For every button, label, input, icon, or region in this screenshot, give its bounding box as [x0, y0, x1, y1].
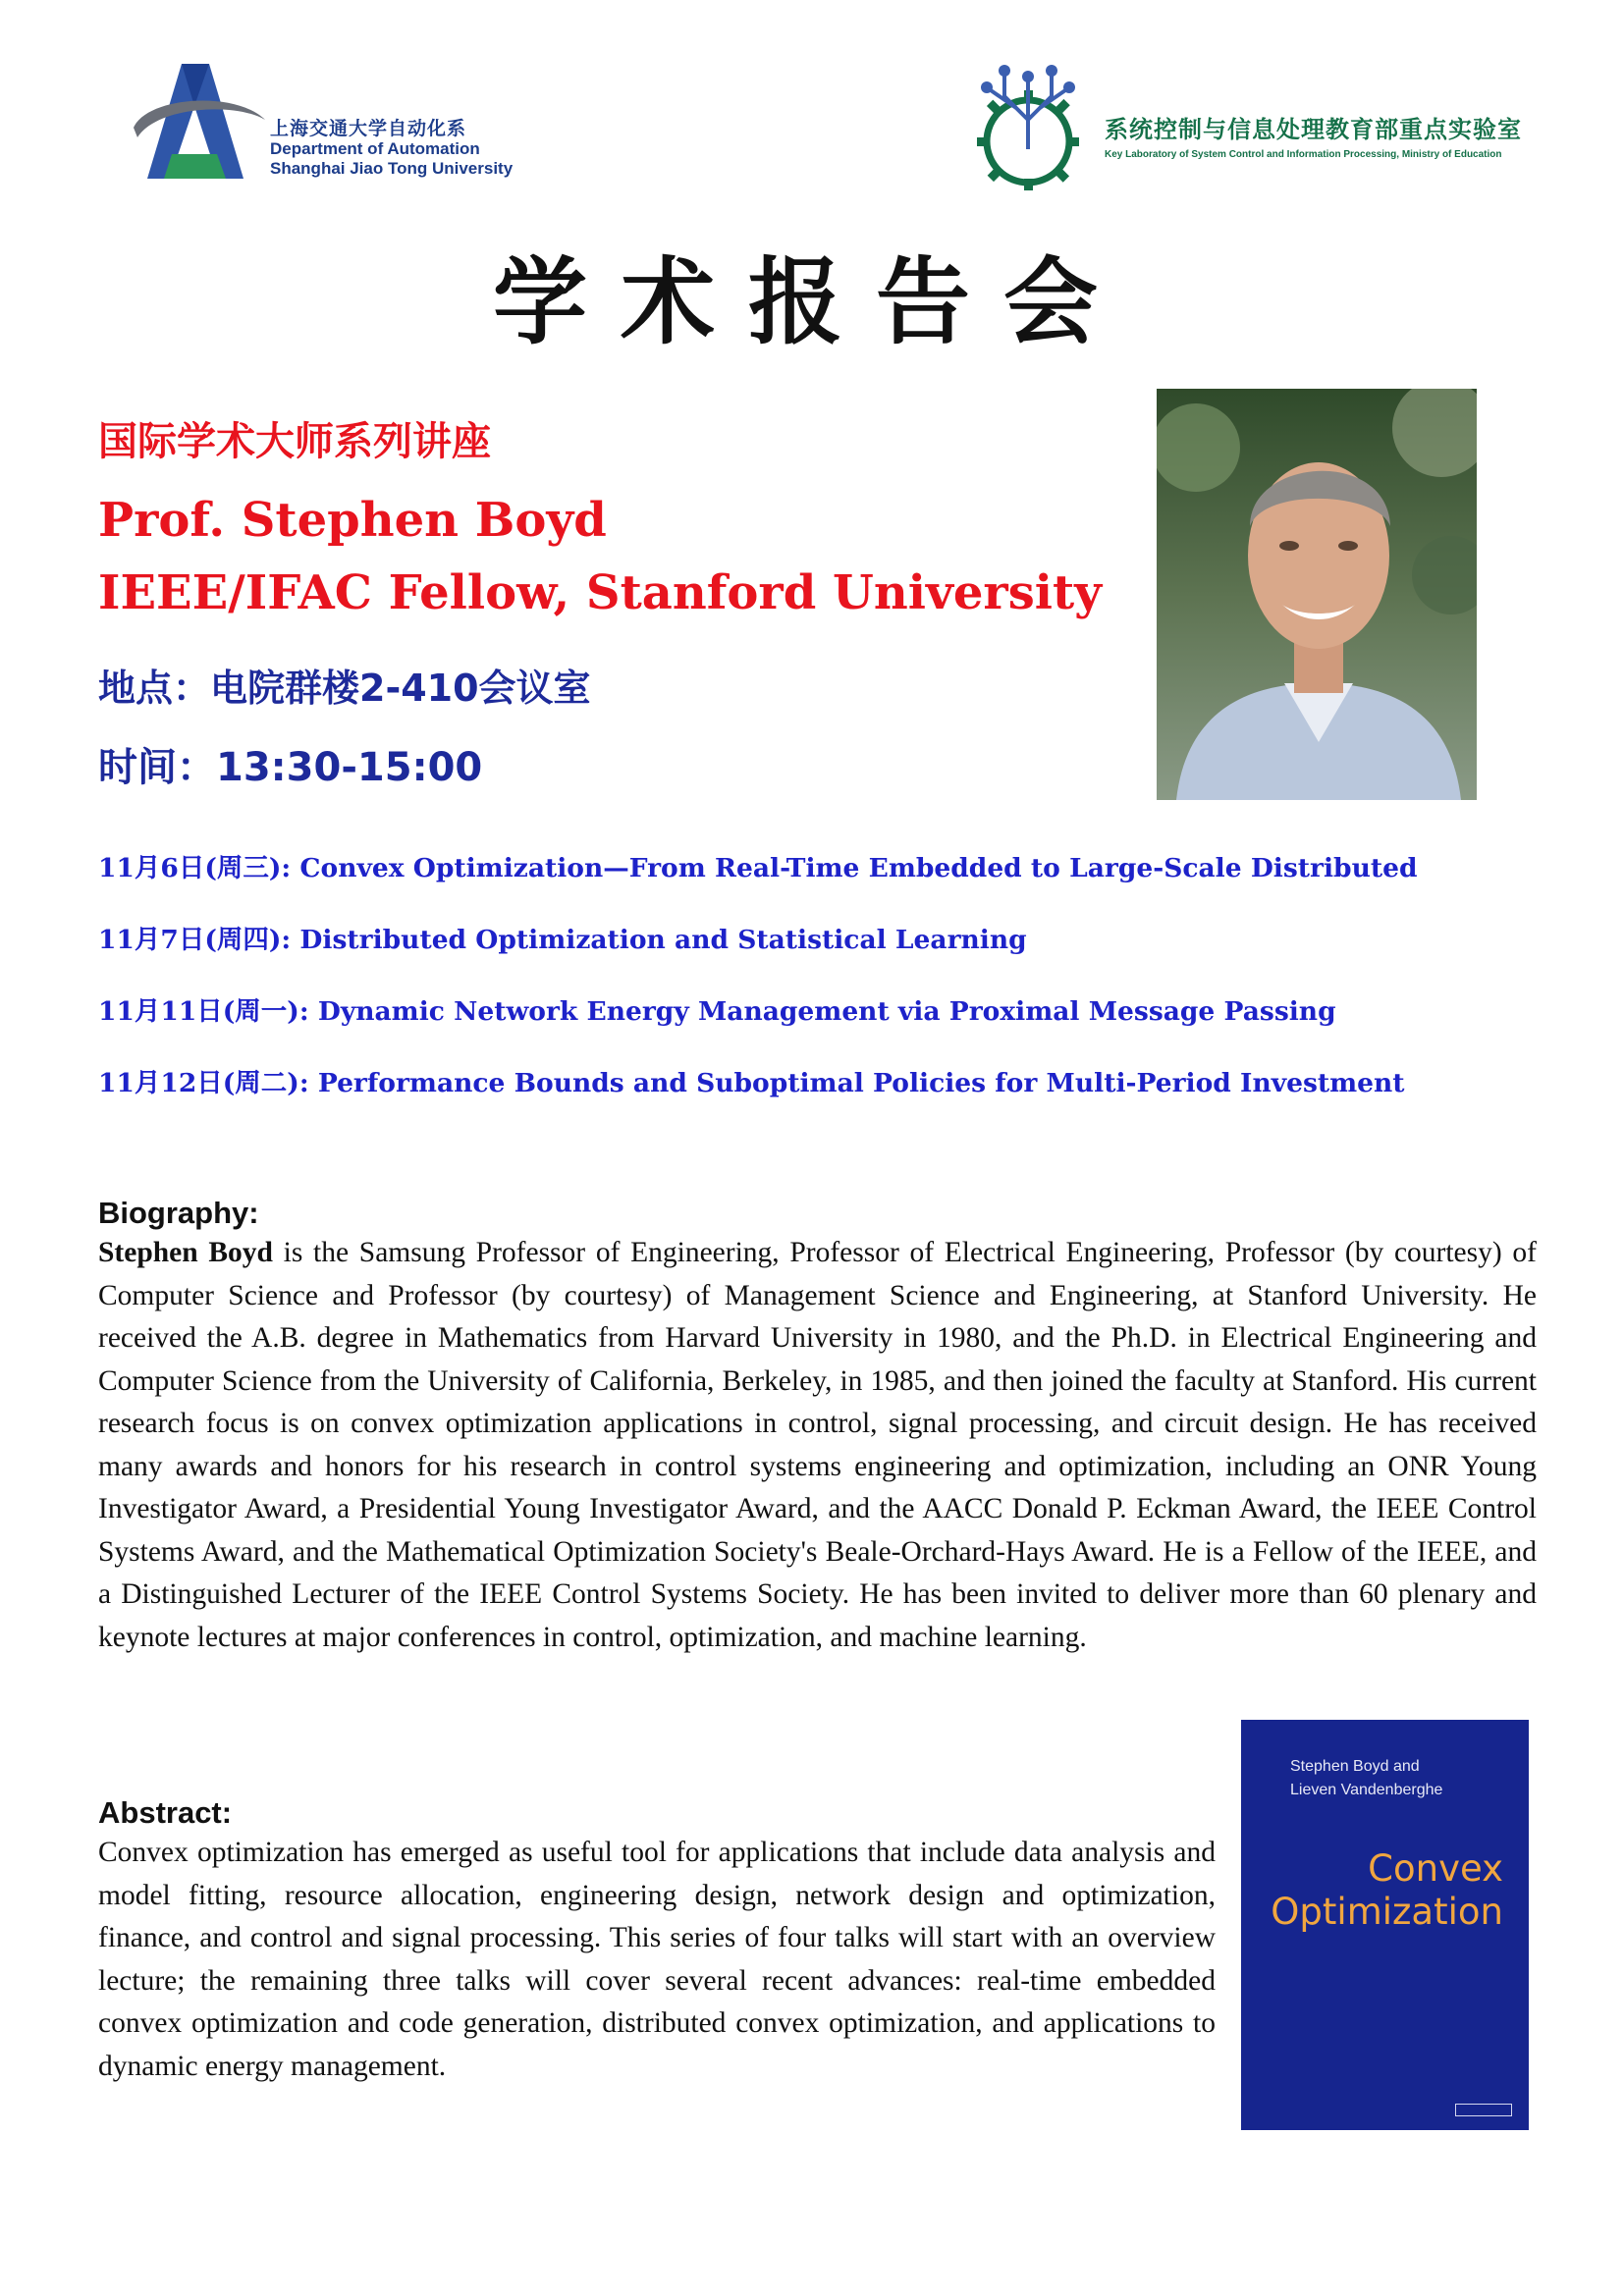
- event-location: 地点：电院群楼2-410会议室: [98, 667, 591, 710]
- speaker-affiliation: IEEE/IFAC Fellow, Stanford University: [98, 565, 1103, 620]
- biography-text: [98, 1232, 1537, 1659]
- book-author-line: Lieven Vandenberghe: [1290, 1782, 1443, 1798]
- talk-date: 11月6日(周三):: [98, 853, 292, 883]
- biography-body: is the Samsung Professor of Engineering, Professor of Electrical Engineering, Professor (by courtesy) of Computer Science and Professor (by courtesy) of Management Science and Engineering, at Stanford University. He received the A.B. degree in Mathematics from Harvard University in 1980, and the Ph.D. in Electrical Engineering and Computer Science from the University of California, Berkeley, in 1985, and then joined the faculty at Stanford. His current research focus is on convex optimization applications in control, signal processing, and circuit design. He has received many awards and honors for his research in control systems engineering and optimization, including an ONR Young Investigator Award, a Presidential Young Investigator Award, and the AACC Donald P. Eckman Award, the IEEE Control Systems Award, and the Mathematical Optimization Society's Beale-Orchard-Hays Award. He is a Fellow of the IEEE, and a Distinguished Lecturer of the IEEE Control Systems Society. He has been invited to deliver more than 60 plenary and keynote lectures at major conferences in control, optimization, and machine learning.: [98, 1237, 1537, 1653]
- book-author-line: Stephen Boyd and: [1290, 1758, 1420, 1775]
- speaker-name: Prof. Stephen Boyd: [98, 493, 607, 548]
- book-title-line: Convex: [1368, 1847, 1503, 1890]
- university-name: Shanghai Jiao Tong University: [270, 159, 514, 178]
- book-cover: [1241, 1720, 1529, 2130]
- talk-item: [98, 989, 1336, 1028]
- speaker-portrait: [1157, 389, 1477, 800]
- event-time: 时间：13:30-15:00: [98, 745, 483, 790]
- gear-circuit-icon: [967, 61, 1095, 193]
- talk-item: [98, 1061, 1405, 1099]
- abstract-heading: Abstract:: [98, 1795, 233, 1830]
- talk-title: Convex Optimization—From Real-Time Embedded to Large-Scale Distributed: [299, 853, 1418, 883]
- talk-date: 11月7日(周四):: [98, 925, 292, 955]
- talk-date: 11月11日(周一):: [98, 996, 309, 1027]
- lab-name-chinese: 系统控制与信息处理教育部重点实验室: [1105, 117, 1522, 143]
- lecture-series: 国际学术大师系列讲座: [98, 419, 491, 464]
- biography-heading: Biography:: [98, 1196, 259, 1230]
- talk-item: [98, 846, 1418, 884]
- event-title: 学术报告会: [493, 246, 1131, 357]
- talk-date: 11月12日(周二):: [98, 1068, 309, 1098]
- biography-lead-name: Stephen Boyd: [98, 1237, 273, 1268]
- department-name-chinese: 上海交通大学自动化系: [270, 119, 467, 139]
- lab-name-english: Key Laboratory of System Control and Information Processing, Ministry of Education: [1105, 149, 1502, 160]
- talk-item: [98, 918, 1027, 956]
- talk-title: Distributed Optimization and Statistical Learning: [299, 925, 1027, 955]
- abstract-text: Convex optimization has emerged as useful tool for applications that include data analysis and model fitting, resource allocation, engineering design, network design and optimization, finance, and control and signal processing. This series of four talks will start with an overview lecture; the remaining three talks will cover several recent advances: real-time embedded convex optimization and code generation, distributed convex optimization, and applications to dynamic energy management.: [98, 1837, 1216, 2082]
- book-title-line: Optimization: [1271, 1891, 1503, 1933]
- lab-logo: [967, 61, 1522, 193]
- publisher-mark-icon: [1455, 2104, 1512, 2116]
- department-logo-icon: [128, 59, 270, 187]
- department-logo: [128, 59, 540, 187]
- talk-title: Performance Bounds and Suboptimal Policies for Multi-Period Investment: [317, 1068, 1405, 1098]
- department-name-english: Department of Automation: [270, 139, 480, 158]
- talk-title: Dynamic Network Energy Management via Proximal Message Passing: [317, 996, 1336, 1027]
